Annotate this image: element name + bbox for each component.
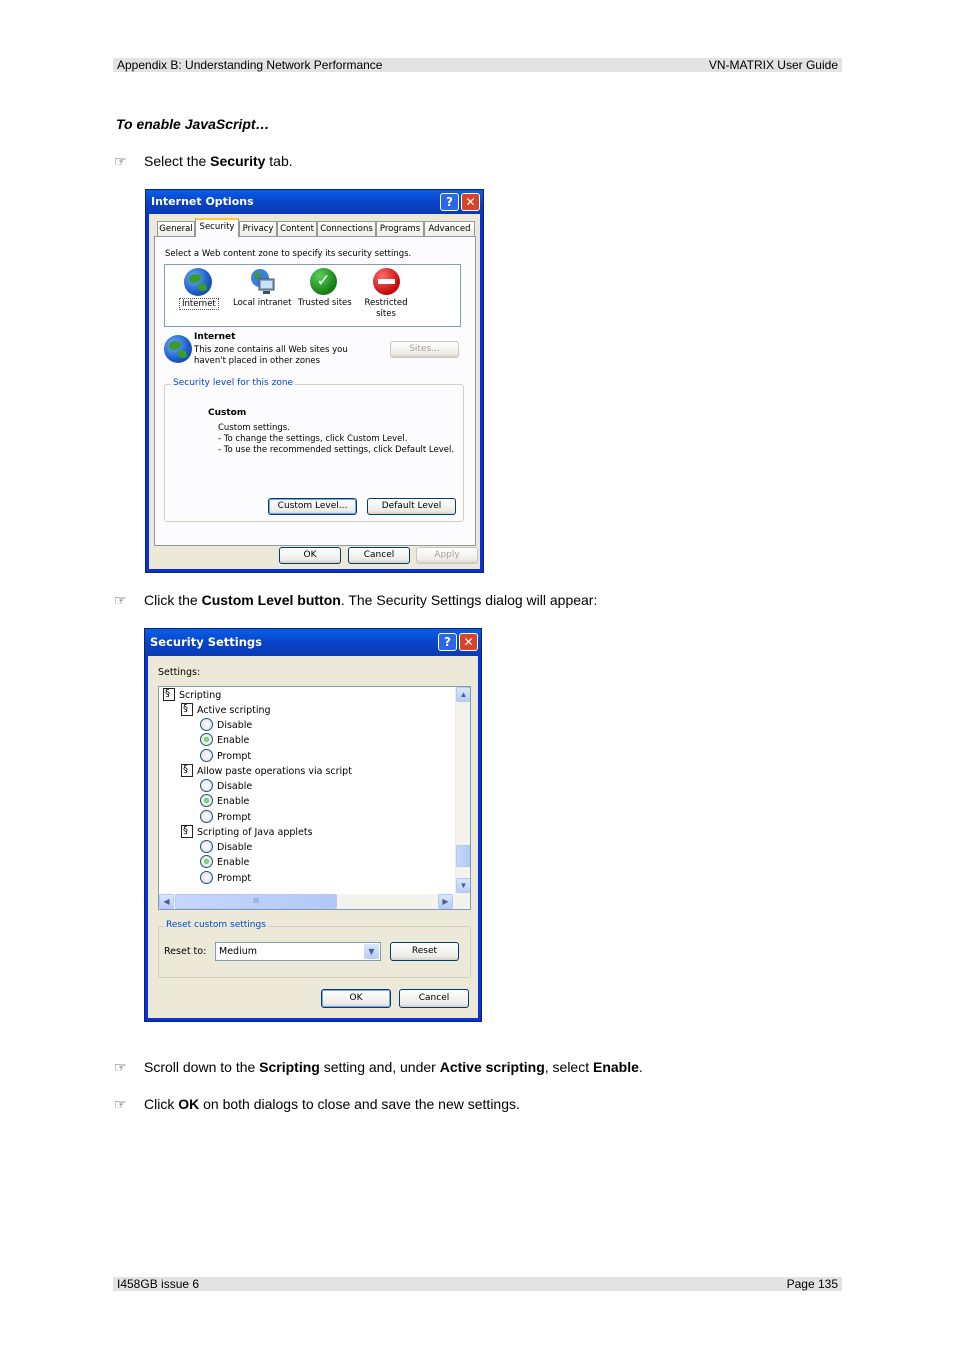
step-2: ☞ Click the Custom Level button. The Security Settings dialog will appear: bbox=[114, 592, 598, 608]
dialog-client bbox=[148, 656, 478, 1018]
radio-selected-icon[interactable] bbox=[200, 794, 213, 807]
radio-java-prompt[interactable]: Prompt bbox=[200, 871, 251, 886]
security-tab-panel bbox=[154, 236, 476, 546]
settings-doc-icon bbox=[163, 688, 175, 701]
vertical-scroll-thumb[interactable] bbox=[456, 845, 471, 867]
footer-page-number: Page 135 bbox=[786, 1277, 838, 1291]
tree-item-scripting[interactable]: §Scripting bbox=[163, 688, 221, 703]
settings-doc-icon bbox=[181, 764, 193, 777]
internet-globe-icon[interactable] bbox=[184, 268, 212, 296]
radio-icon[interactable] bbox=[200, 871, 213, 884]
security-level-group bbox=[164, 378, 464, 522]
radio-paste-prompt[interactable]: Prompt bbox=[200, 810, 251, 825]
radio-paste-disable[interactable]: Disable bbox=[200, 779, 252, 794]
selected-zone-title: Internet bbox=[194, 332, 236, 342]
security-level-name: Custom bbox=[208, 408, 247, 418]
radio-paste-enable[interactable]: Enable bbox=[200, 794, 249, 809]
radio-icon[interactable] bbox=[200, 718, 213, 731]
radio-selected-icon[interactable] bbox=[200, 733, 213, 746]
settings-doc-icon bbox=[181, 703, 193, 716]
tab-programs[interactable]: Programs bbox=[376, 221, 424, 237]
ok-button[interactable]: OK bbox=[279, 547, 341, 564]
reset-level-select[interactable]: Medium ▼ bbox=[215, 942, 381, 961]
tree-item-allow-paste[interactable]: §Allow paste operations via script bbox=[181, 764, 352, 779]
radio-icon[interactable] bbox=[200, 749, 213, 762]
header-chapter: Appendix B: Understanding Network Performance bbox=[117, 58, 383, 72]
settings-label: Settings: bbox=[158, 667, 201, 678]
radio-icon[interactable] bbox=[200, 779, 213, 792]
pointing-hand-icon: ☞ bbox=[114, 592, 127, 608]
tree-item-active-scripting[interactable]: §Active scripting bbox=[181, 703, 271, 718]
step-3: ☞ Scroll down to the Scripting setting and, under Active scripting, select Enable. bbox=[114, 1059, 643, 1075]
dialog-title: Security Settings bbox=[145, 629, 481, 656]
section-heading: To enable JavaScript… bbox=[116, 116, 270, 132]
reset-legend: Reset custom settings bbox=[166, 920, 266, 930]
help-icon[interactable]: ? bbox=[440, 193, 459, 211]
horizontal-scrollbar[interactable] bbox=[159, 894, 470, 909]
zone-restricted-sites[interactable]: Restricted sites bbox=[364, 298, 408, 319]
dialog-title: Internet Options bbox=[146, 190, 483, 214]
dialog-client bbox=[149, 214, 480, 569]
selected-zone-globe-icon bbox=[164, 335, 192, 363]
apply-button[interactable]: Apply bbox=[416, 547, 478, 564]
page-footer bbox=[113, 1277, 842, 1291]
scroll-down-icon[interactable]: ▼ bbox=[456, 878, 471, 893]
tab-connections[interactable]: Connections bbox=[317, 221, 376, 237]
pointing-hand-icon: ☞ bbox=[114, 153, 127, 169]
step-1: ☞ Select the Security tab. bbox=[114, 153, 293, 169]
vertical-scrollbar[interactable] bbox=[455, 687, 470, 894]
horizontal-scroll-thumb[interactable]: III bbox=[175, 894, 337, 909]
radio-icon[interactable] bbox=[200, 840, 213, 853]
pointing-hand-icon: ☞ bbox=[114, 1096, 127, 1112]
radio-java-disable[interactable]: Disable bbox=[200, 840, 252, 855]
zone-description-line-1: This zone contains all Web sites you bbox=[194, 345, 348, 355]
close-icon[interactable]: ✕ bbox=[461, 193, 480, 211]
header-guide-title: VN-MATRIX User Guide bbox=[708, 58, 838, 72]
cancel-button[interactable]: Cancel bbox=[348, 547, 410, 564]
zone-trusted-sites[interactable]: Trusted sites bbox=[298, 298, 352, 308]
zone-local-intranet[interactable]: Local intranet bbox=[233, 298, 292, 308]
custom-level-button[interactable]: Custom Level... bbox=[268, 498, 357, 515]
internet-options-dialog bbox=[145, 189, 484, 573]
radio-icon[interactable] bbox=[200, 810, 213, 823]
footer-issue: I458GB issue 6 bbox=[117, 1277, 200, 1291]
zone-description-line-2: haven't placed in other zones bbox=[194, 356, 321, 366]
chevron-down-icon[interactable]: ▼ bbox=[364, 944, 379, 959]
close-icon[interactable]: ✕ bbox=[459, 633, 478, 651]
tab-general[interactable]: General bbox=[157, 221, 195, 237]
checkmark-icon[interactable]: ✓ bbox=[310, 268, 337, 295]
reset-to-label: Reset to: bbox=[164, 946, 207, 957]
zone-prompt: Select a Web content zone to specify its security settings. bbox=[165, 249, 412, 259]
default-level-button[interactable]: Default Level bbox=[367, 498, 456, 515]
step-4: ☞ Click OK on both dialogs to close and save the new settings. bbox=[114, 1096, 520, 1112]
no-entry-icon[interactable] bbox=[373, 268, 400, 295]
help-icon[interactable]: ? bbox=[438, 633, 457, 651]
scroll-left-icon[interactable]: ◀ bbox=[159, 894, 174, 909]
zone-internet[interactable]: Internet bbox=[179, 298, 219, 310]
radio-selected-icon[interactable] bbox=[200, 855, 213, 868]
reset-button[interactable]: Reset bbox=[390, 942, 459, 961]
scroll-right-icon[interactable]: ▶ bbox=[438, 894, 453, 909]
zone-list bbox=[164, 264, 461, 327]
tree-item-java-applets[interactable]: §Scripting of Java applets bbox=[181, 825, 313, 840]
radio-active-scripting-enable[interactable]: Enable bbox=[200, 733, 249, 748]
level-line-3: - To use the recommended settings, click Default Level. bbox=[218, 445, 455, 455]
ok-button[interactable]: OK bbox=[321, 989, 391, 1008]
pointing-hand-icon: ☞ bbox=[114, 1059, 127, 1075]
tab-content[interactable]: Content bbox=[277, 221, 317, 237]
tab-advanced[interactable]: Advanced bbox=[424, 221, 475, 237]
radio-active-scripting-prompt[interactable]: Prompt bbox=[200, 749, 251, 764]
scroll-up-icon[interactable]: ▲ bbox=[456, 687, 471, 702]
sites-button[interactable]: Sites... bbox=[390, 341, 459, 358]
security-settings-dialog bbox=[144, 628, 482, 1022]
local-intranet-icon[interactable] bbox=[247, 267, 277, 297]
radio-java-enable[interactable]: Enable bbox=[200, 855, 249, 870]
cancel-button[interactable]: Cancel bbox=[399, 989, 469, 1008]
settings-tree[interactable] bbox=[158, 686, 471, 910]
level-line-1: Custom settings. bbox=[218, 423, 290, 433]
radio-active-scripting-disable[interactable]: Disable bbox=[200, 718, 252, 733]
level-line-2: - To change the settings, click Custom Level. bbox=[218, 434, 408, 444]
reset-custom-settings-group bbox=[158, 920, 471, 978]
settings-doc-icon bbox=[181, 825, 193, 838]
security-level-legend: Security level for this zone bbox=[173, 378, 294, 388]
tab-security[interactable]: Security bbox=[195, 218, 239, 237]
tab-privacy[interactable]: Privacy bbox=[239, 221, 277, 237]
page-header bbox=[113, 58, 842, 72]
